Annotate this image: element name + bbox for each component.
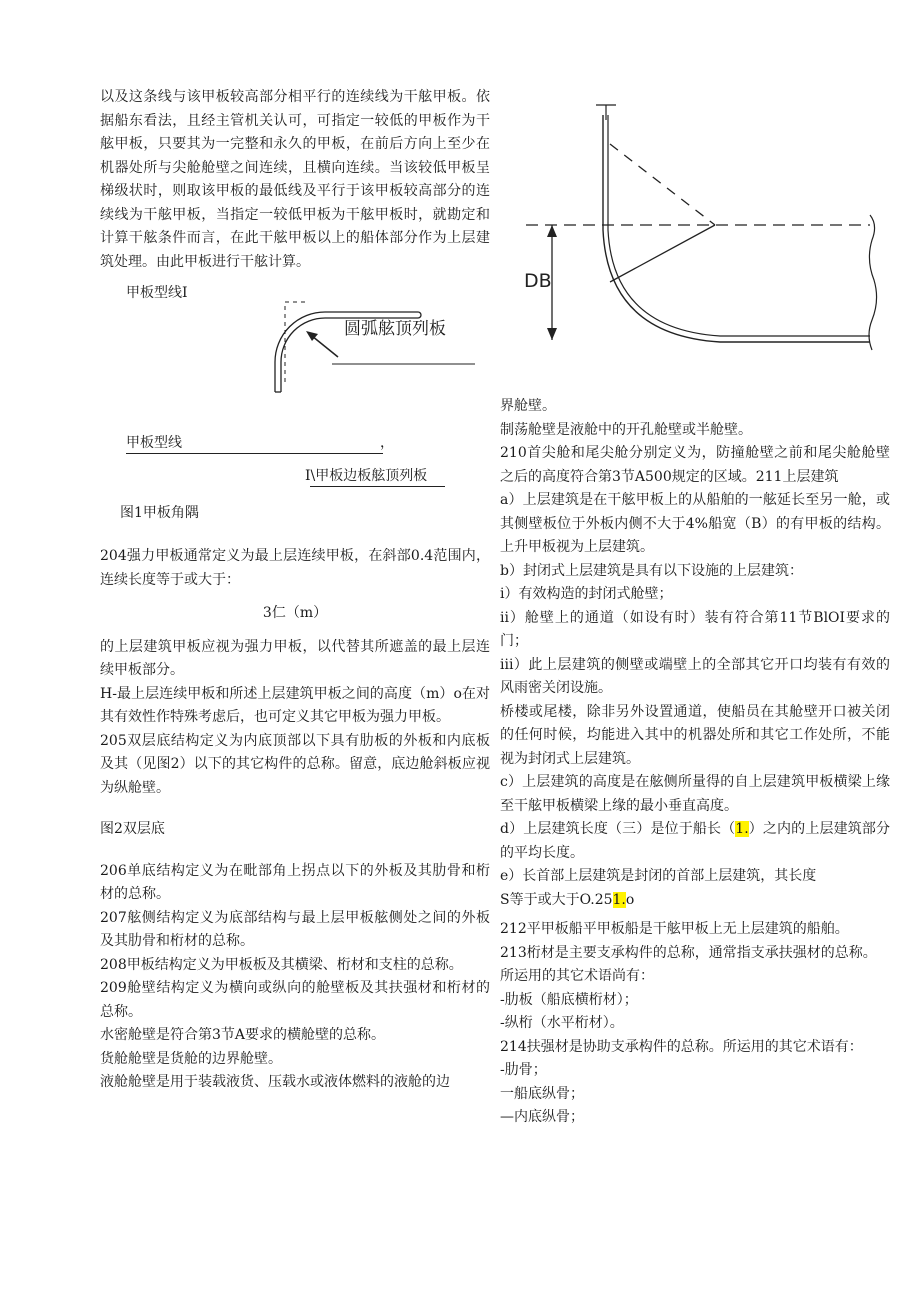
fig1-label-deck-line: 甲板型线 [126,435,182,451]
paragraph-206: 206单底结构定义为在毗部角上拐点以下的外板及其肋骨和桁材的总称。 [100,862,490,902]
p211e-text-1: S等于或大于O.25 [500,891,613,908]
paragraph-208: 208甲板结构定义为甲板板及其横梁、桁材和支柱的总称。 [100,956,463,973]
figure-2-drawing [510,100,885,385]
highlight-l-marker-2: 1. [612,891,626,908]
fig1-comma: ， [380,435,394,451]
paragraph-210: 210首尖舱和尾尖舱分别定义为，防撞舱壁之前和尾尖舱舱壁之后的高度符合第3节A500规定的区域。211上层建筑 [500,445,890,485]
paragraph-swash-bulkhead: 制荡舱壁是液舱中的开孔舱壁或半舱壁。 [500,421,752,438]
fig2-db-label: DB [524,270,552,292]
paragraph-h-definition: H-最上层连续甲板和所述上层建筑甲板之间的高度（m）o在对其有效性作特殊考虑后，也可定义其它甲板为强力甲板。 [100,685,490,725]
paragraph-211b-iii: iii）此上层建筑的侧壁或端壁上的全部其它开口均装有有效的风雨密关闭设施。 [500,656,890,696]
paragraph-211d [500,818,890,865]
figure-2-caption: 图2双层底 [100,821,165,837]
paragraph-tank-bulkhead: 液舱舱壁是用于装载液货、压载水或液体燃料的液舱的边 [100,1074,450,1090]
paragraph-watertight-bulkhead: 水密舱壁是符合第3节A要求的横舱壁的总称。 [100,1027,386,1043]
paragraph-bridge-poop: 桥楼或尾楼，除非另外设置通道，使船员在其舱壁开口被关闭的任何时候，均能进入其中的机器处所和其它工作处所，不能视为封闭式上层建筑。 [500,703,890,767]
term-frame: -肋骨； [500,1062,547,1078]
p211d-text-1: d）上层建筑长度（三）是位于船长（ [500,821,736,837]
paragraph-205: 205双层底结构定义为内底顶部以下具有肋板的外板和内底板及其（见图2）以下的其它构件的总称。留意，底边舱斜板应视为纵舱壁。 [100,732,490,796]
right-column [500,395,890,1130]
paragraph-cargo-bulkhead: 货舱舱壁是货舱的边界舱壁。 [100,1050,282,1067]
figure-2-double-bottom [510,100,885,385]
paragraph-211e-cont [500,889,890,913]
formula: 3仁（m） [262,605,328,621]
paragraph-211c: c）上层建筑的高度是在舷侧所量得的自上层建筑甲板横梁上缘至干舷甲板横梁上缘的最小垂直高度。 [500,774,890,814]
term-girder: -纵桁（水平桁材）。 [500,1015,624,1031]
paragraph-209: 209舱壁结构定义为横向或纵向的舱壁板及其扶强材和桁材的总称。 [100,980,490,1020]
term-floor: -肋板（船底横桁材）； [500,991,638,1008]
p211e-text-2: o [625,891,635,908]
paragraph-bulkhead-continued: 界舱壁。 [500,398,556,414]
p211d-text-2: ）之内的上层建筑部分的平均长度。 [500,821,891,861]
term-bottom-longitudinal: 一船底纵骨； [500,1085,584,1102]
paragraph-211e: e）长首部上层建筑是封闭的首部上层建筑，其长度 [500,868,817,884]
figure-1-deck-corner [100,282,490,527]
paragraph-204-continued: 的上层建筑甲板应视为强力甲板，以代替其所遮盖的最上层连续甲板部分。 [100,638,490,678]
paragraph-211b: b）封闭式上层建筑是具有以下设施的上层建筑： [500,562,803,579]
paragraph-214: 214扶强材是协助支承构件的总称。所运用的其它术语有： [500,1038,863,1055]
left-column [100,86,490,1095]
paragraph-212: 212平甲板船平甲板船是干舷甲板上无上层建筑的船舶。 [500,921,849,937]
fig1-label-deck-moulded-line: 甲板型线I [126,285,188,301]
figure-1-caption: 图1甲板角隅 [120,505,199,521]
paragraph-213: 213桁材是主要支承构件的总称，通常指支承扶强材的总称。 [500,944,877,961]
paragraph-207: 207舷侧结构定义为底部结构与最上层甲板舷侧处之间的外板及其肋骨和桁材的总称。 [100,909,490,949]
highlight-l-marker: 1. [735,821,749,837]
intro-paragraph: 以及这条线与该甲板较高部分相平行的连续线为干舷甲板。依据船东看法，且经主管机关认可，可指定一较低的甲板作为干舷甲板，只要其为一完整和永久的甲板，在前后方向上至少在机器处所与尖舱舱壁之间连续，且横向连续。当该较低甲板呈梯级状时，则取该甲板的最低线及平行于该甲板较高部分的连续线为干舷甲板，当指定一较低甲板为干舷甲板时，就勘定和计算干舷条件而言，在此干舷甲板以上的船体部分作为上层建筑处理。由此甲板进行干舷计算。 [100,89,490,270]
fig1-label-rounded-sheer-strake: 圆弧舷顶列板 [344,319,446,339]
paragraph-211a: a）上层建筑是在干舷甲板上的从船舶的一舷延长至另一舱，或其侧壁板位于外板内侧不大于4%船宽（B）的有甲板的结构。上升甲板视为上层建筑。 [500,492,890,555]
paragraph-211b-i: i）有效构造的封闭式舱壁； [500,586,673,602]
term-inner-bottom-longitudinal: —内底纵骨； [500,1109,584,1125]
fig1-label-deck-edge-sheer-strake: I\甲板边板舷顶列板 [305,468,428,484]
paragraph-204: 204强力甲板通常定义为最上层连续甲板，在斜部0.4范围内，连续长度等于或大于： [100,548,490,588]
paragraph-211b-ii: ii）舱壁上的通道（如设有时）装有符合第11节BlOI要求的门； [500,609,890,649]
paragraph-other-terms: 所运用的其它术语尚有： [500,968,654,984]
